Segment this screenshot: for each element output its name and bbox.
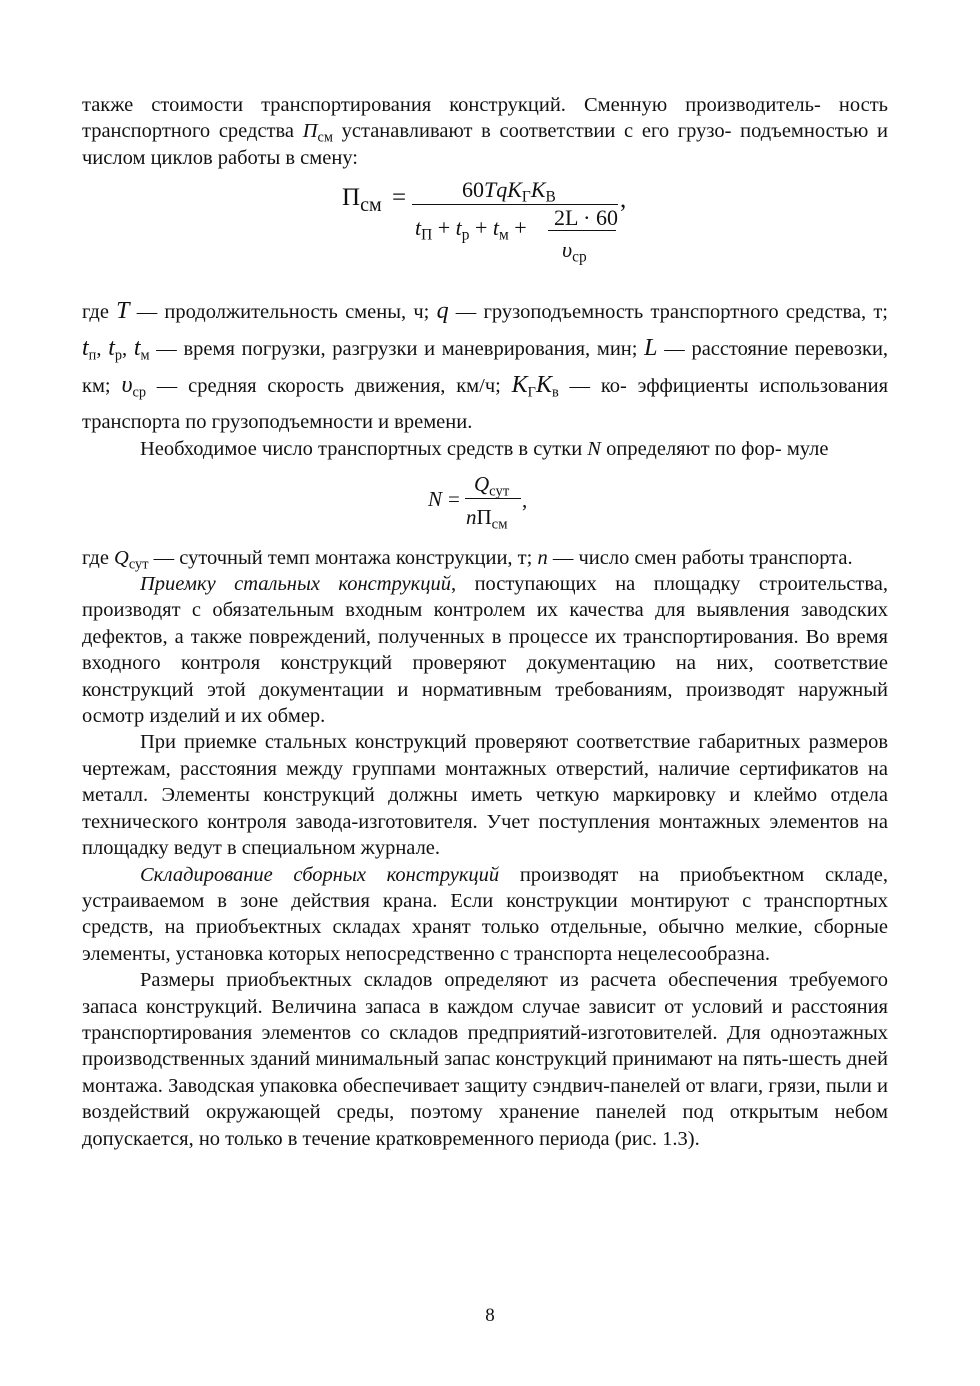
formula1-numerator: $60TqK_ГK_В$ [462, 177, 556, 206]
formula2-denominator: $nП_{см}$ [466, 504, 508, 533]
paragraph-steel-acceptance: Приемку стальных конструкций, поступающих на площадку строительства, производят с обязательным входным контролем их качества для выявления заводских дефектов, а также повреждений, полученных в процессе их транспортирования. Во время входного контроля конструкций проверяют документацию на них, соответствие конструкций этой документации и нормативным требованиям, производят наружный осмотр изделий и их обмер. [82, 573, 888, 728]
formula1-inner-denominator: $\upsilon_{ср}$ [562, 237, 587, 266]
page-number: 8 [485, 1305, 495, 1326]
formula-vehicle-count: N = $Q_{сут}$ $nП_{см}$ , [428, 471, 528, 533]
page-body [82, 92, 888, 1152]
inner-fraction-bar [548, 230, 616, 231]
paragraph-where-2: где $Q_{сут}$ — суточный темп монтажа конструкции, т; n — число смен работы транспорта. [82, 546, 853, 572]
formula1-inner-numerator: 2L · 60 [554, 205, 618, 231]
fraction-bar [465, 498, 521, 499]
formula-shift-productivity: $П_{см}$ = $60TqK_ГK_В$ $t_П + t_р + t_м$ + 2L · 60 $\upsilon_{ср}$ , [342, 177, 627, 266]
formula2-numerator: $Q_{сут}$ [474, 471, 510, 500]
paragraph-storage: Складирование сборных конструкций производят на приобъектном складе, устраиваемом в зоне действия крана. Если конструкции монтируют с транспортных средств, на приобъектных складах хранят только отдельные, обычно мелкие, сборные элементы, установка которых непосредственно с транспорта нецелесообразна. [82, 863, 888, 965]
paragraph-where-1: где T — продолжительность смены, ч; q — грузоподъемность транспортного средства, т; $t_п$, $t_р$, $t_м$ — время погрузки, разгрузки и маневрирования, мин; L — расстояние перевозки, км; $\upsilon_{ср}$ — средняя скорость движения, км/ч; $K_ГK_в$ — ко- эффициенты использования транспорта по грузоподъемности и времени. [82, 298, 889, 434]
paragraph-steel-check: При приемке стальных конструкций проверяют соответствие габаритных размеров чертежам, расстояния между группами монтажных отверстий, наличие сертификатов на металл. Элементы конструкций должны иметь четкую маркировку и клеймо отдела технического контроля завода-изготовителя. Учет поступления монтажных элементов на площадку ведут в специальном журнале. [82, 731, 888, 860]
paragraph-intro: также стоимости транспортирования конструкций. Сменную производитель- ность транспортного средства $П_{см}$ устанавливают в соответствии с его грузо- подъемностью и числом циклов работы в смену: [82, 94, 888, 169]
symbol-p-sm: $П_{см}$ [302, 120, 333, 146]
paragraph-warehouse-size: Размеры приобъектных складов определяют из расчета обеспечения требуемого запаса конструкций. Величина запаса в каждом случае зависит от условий и расстояния транспортирования элементов со складов предприятий-изготовителей. Для одноэтажных производственных зданий минимальный запас конструкций принимают на пять-шесть дней монтажа. Заводская упаковка обеспечивает защиту сэндвич-панелей от влаги, грязи, пыли и воздействий окружающей среды, поэтому хранение панелей под открытым небом допускается, но только в течение кратковременного периода (рис. 1.3). [82, 969, 888, 1150]
formula1-denominator: $t_П + t_р + t_м$ + [415, 215, 527, 244]
paragraph-vehicle-count: Необходимое число транспортных средств в сутки N определяют по фор- муле [140, 438, 829, 461]
